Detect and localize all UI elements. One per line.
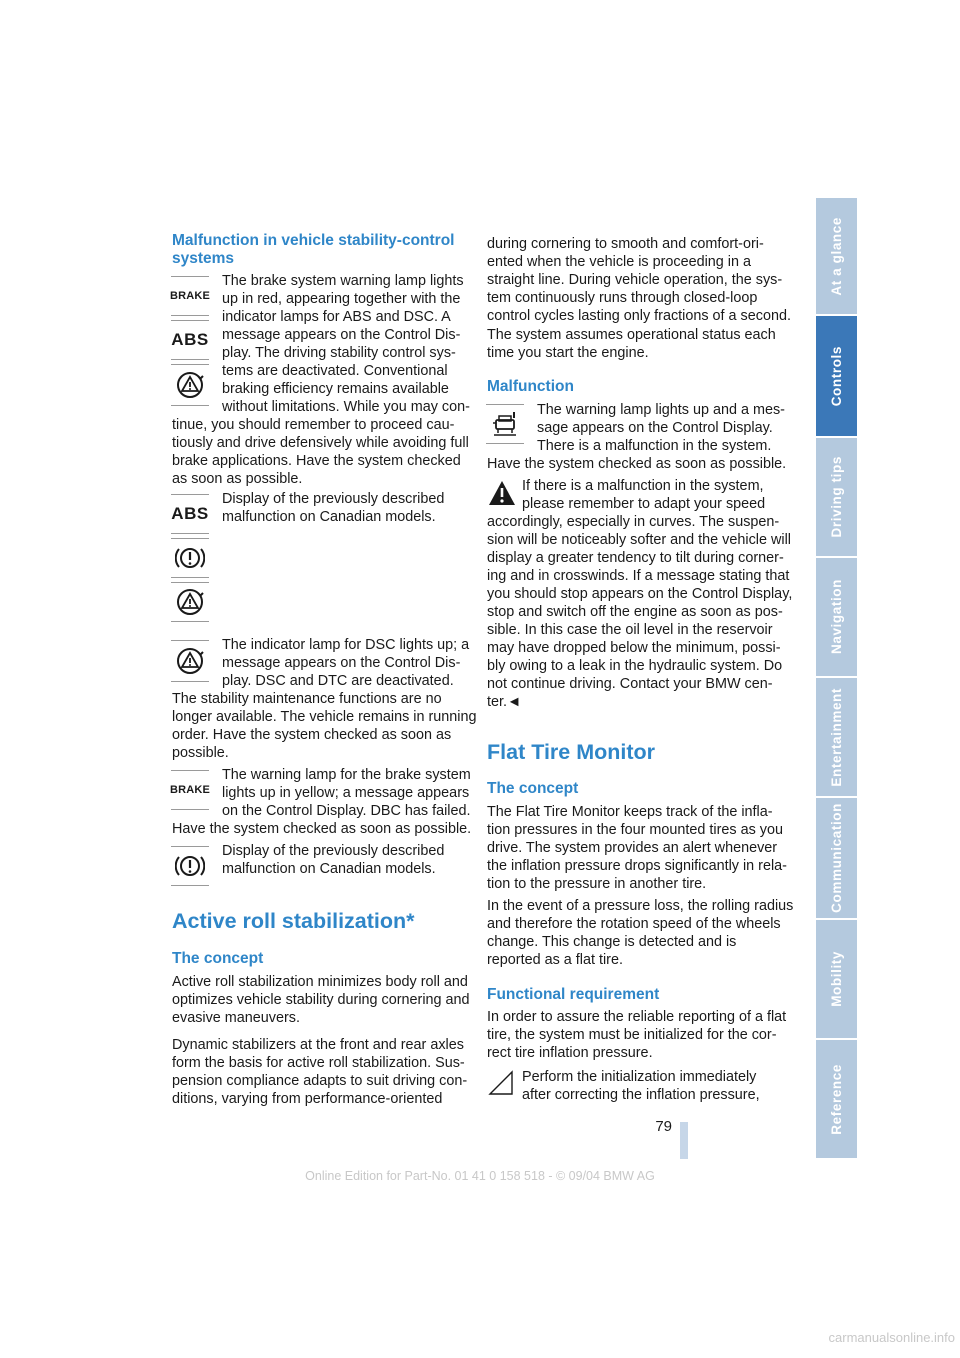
note-triangle-icon — [488, 1070, 516, 1098]
text-line: Active roll stabilization minimizes body roll and — [172, 974, 468, 990]
heading-malfunction-right: Malfunction — [487, 378, 574, 395]
text-line: order. Have the system checked as soon as — [172, 727, 452, 743]
text-line: during cornering to smooth and comfort-ori- — [487, 236, 764, 252]
text-line: accordingly, especially in curves. The suspen- — [487, 514, 780, 530]
tab-label: Communication — [829, 803, 844, 913]
text-line: stop and switch off the engine as soon as pos- — [487, 604, 783, 620]
text-line: play. The driving stability control sys- — [222, 345, 456, 361]
page-number: 79 — [655, 1118, 672, 1135]
text-line: pension compliance adapts to suit driving con- — [172, 1073, 468, 1089]
text-line: tem continuously runs through closed-loop — [487, 290, 758, 306]
tab-controls[interactable] — [816, 316, 857, 438]
text-line: Display of the previously described — [222, 843, 445, 859]
heading-the-concept-right: The concept — [487, 780, 579, 797]
dsc-warning-icon — [171, 364, 209, 406]
text-line: The brake system warning lamp lights — [222, 273, 464, 289]
tab-entertainment[interactable] — [816, 678, 857, 798]
text-line: as soon as possible. — [172, 471, 303, 487]
heading-malfunction-stability: Malfunction in vehicle stability-control systems — [172, 232, 455, 267]
tab-label: Reference — [829, 1063, 844, 1135]
tab-driving-tips[interactable] — [816, 438, 857, 558]
text-line: change. This change is detected and is — [487, 934, 737, 950]
text-line: ditions, varying from performance-oriented — [172, 1091, 443, 1107]
brake-yellow-canada-icon — [171, 846, 209, 886]
text-line: display a greater tendency to tilt during corner- — [487, 550, 784, 566]
text-line: The stability maintenance functions are no — [172, 691, 442, 707]
tab-label: Entertainment — [829, 687, 844, 787]
text-line: tion pressures in the four mounted tires as you — [487, 822, 783, 838]
tab-label: Driving tips — [829, 456, 844, 538]
heading-flat-tire-monitor: Flat Tire Monitor — [487, 740, 656, 764]
text-line: on the Control Display. DBC has failed. — [222, 803, 471, 819]
text-line: tinue, you should remember to proceed cau- — [172, 417, 455, 433]
text-line: In order to assure the reliable reporting of a flat — [487, 1009, 787, 1025]
dsc-canada-icon — [171, 582, 209, 622]
text-line: In the event of a pressure loss, the rolling radius — [487, 898, 794, 914]
online-edition-footer: Online Edition for Part-No. 01 41 0 158 518 - © 09/04 BMW AG — [305, 1169, 655, 1183]
text-line: There is a malfunction in the system. — [537, 438, 772, 454]
text-line: may have dropped below the minimum, possi- — [487, 640, 781, 656]
text-line: Have the system checked as soon as possible. — [487, 456, 787, 472]
tab-label: Controls — [829, 345, 844, 407]
warning-triangle-icon — [488, 480, 516, 506]
text-line: tems are deactivated. Conventional — [222, 363, 448, 379]
text-line: drive. The system provides an alert whenever — [487, 840, 778, 856]
text-line: rect tire inflation pressure. — [487, 1045, 653, 1061]
text-line: The Flat Tire Monitor keeps track of the infla- — [487, 804, 773, 820]
text-line: indicator lamps for ABS and DSC. A — [222, 309, 451, 325]
text-line: up in red, appearing together with the — [222, 291, 461, 307]
text-line: please remember to adapt your speed — [522, 496, 766, 512]
text-line: The warning lamp lights up and a mes- — [537, 402, 785, 418]
suspension-warning-icon — [486, 404, 524, 444]
text-line: tiously and drive defensively while avoiding full — [172, 435, 469, 451]
tab-reference[interactable] — [816, 1040, 857, 1160]
text-line: sible. In this case the oil level in the reservoir — [487, 622, 773, 638]
text-line: longer available. The vehicle remains in running — [172, 709, 477, 725]
heading-functional-requirement: Functional requirement — [487, 986, 660, 1003]
text-line: without limitations. While you may con- — [222, 399, 470, 415]
text-line: and therefore the rotation speed of the wheels — [487, 916, 781, 932]
text-line: sion will be noticeably softer and the vehicle will — [487, 532, 791, 548]
abs-icon-label: ABS — [171, 330, 209, 349]
text-line: bly owing to a leak in the hydraulic system. Do — [487, 658, 783, 674]
text-line: Dynamic stabilizers at the front and rear axles — [172, 1037, 464, 1053]
brake-yellow-icon — [171, 770, 209, 810]
text-line: time you start the engine. — [487, 345, 649, 361]
text-line: tire, the system must be initialized for the cor- — [487, 1027, 777, 1043]
text-line: reported as a flat tire. — [487, 952, 623, 968]
text-line: sage appears on the Control Display. — [537, 420, 773, 436]
tab-label: Mobility — [829, 951, 844, 1007]
text-line: The warning lamp for the brake system — [222, 767, 471, 783]
abs-icon-label: ABS — [171, 504, 209, 523]
page-marker-bar — [680, 1122, 688, 1159]
text-line: ented when the vehicle is proceeding in a — [487, 254, 752, 270]
text-line: Display of the previously described — [222, 491, 445, 507]
text-line: form the basis for active roll stabilization. Sus- — [172, 1055, 465, 1071]
text-line: braking efficiency remains available — [222, 381, 449, 397]
brake-warning-icon — [171, 276, 209, 316]
text-line: optimizes vehicle stability during cornering and — [172, 992, 470, 1008]
text-line: you should stop appears on the Control Display, — [487, 586, 793, 602]
abs-canada-icon — [171, 494, 209, 534]
brake-icon-label: BRAKE — [169, 784, 211, 796]
text-line: malfunction on Canadian models. — [222, 861, 436, 877]
tab-label: At a glance — [829, 216, 844, 296]
text-line: evasive maneuvers. — [172, 1010, 300, 1026]
tab-mobility[interactable] — [816, 920, 857, 1040]
text-line: not continue driving. Contact your BMW cen- — [487, 676, 773, 692]
text-line: brake applications. Have the system checked — [172, 453, 461, 469]
text-line: the inflation pressure drops significantly in rela- — [487, 858, 787, 874]
tab-label: Navigation — [829, 579, 844, 655]
tab-navigation[interactable] — [816, 558, 857, 678]
tab-communication[interactable] — [816, 798, 857, 920]
text-line: The system assumes operational status each — [487, 327, 776, 343]
text-line: play. DSC and DTC are deactivated. — [222, 673, 454, 689]
text-line: after correcting the inflation pressure, — [522, 1087, 760, 1103]
text-line: If there is a malfunction in the system, — [522, 478, 764, 494]
tab-at-a-glance[interactable] — [816, 198, 857, 316]
brake-icon-label: BRAKE — [169, 290, 211, 302]
text-line: message appears on the Control Dis- — [222, 327, 461, 343]
text-line: The indicator lamp for DSC lights up; a — [222, 637, 470, 653]
text-line: lights up in yellow; a message appears — [222, 785, 470, 801]
text-line: tion to the pressure in another tire. — [487, 876, 707, 892]
text-line: control cycles lasting only fractions of a second. — [487, 308, 791, 324]
text-line: Have the system checked as soon as possible. — [172, 821, 472, 837]
text-line: Perform the initialization immediately — [522, 1069, 757, 1085]
text-line: malfunction on Canadian models. — [222, 509, 436, 525]
text-line: ing and in crosswinds. If a message stating that — [487, 568, 790, 584]
text-line: possible. — [172, 745, 229, 761]
watermark: carmanualsonline.info — [828, 1330, 955, 1345]
heading-the-concept-left: The concept — [172, 950, 264, 967]
heading-active-roll-stabilization: Active roll stabilization* — [172, 909, 415, 933]
brake-canada-exclamation-icon — [171, 538, 209, 578]
text-line: straight line. During vehicle operation, the sys- — [487, 272, 783, 288]
abs-warning-icon — [171, 320, 209, 360]
text-line: ter.◄ — [487, 694, 522, 710]
dsc-indicator-icon — [171, 640, 209, 682]
text-line: message appears on the Control Dis- — [222, 655, 461, 671]
